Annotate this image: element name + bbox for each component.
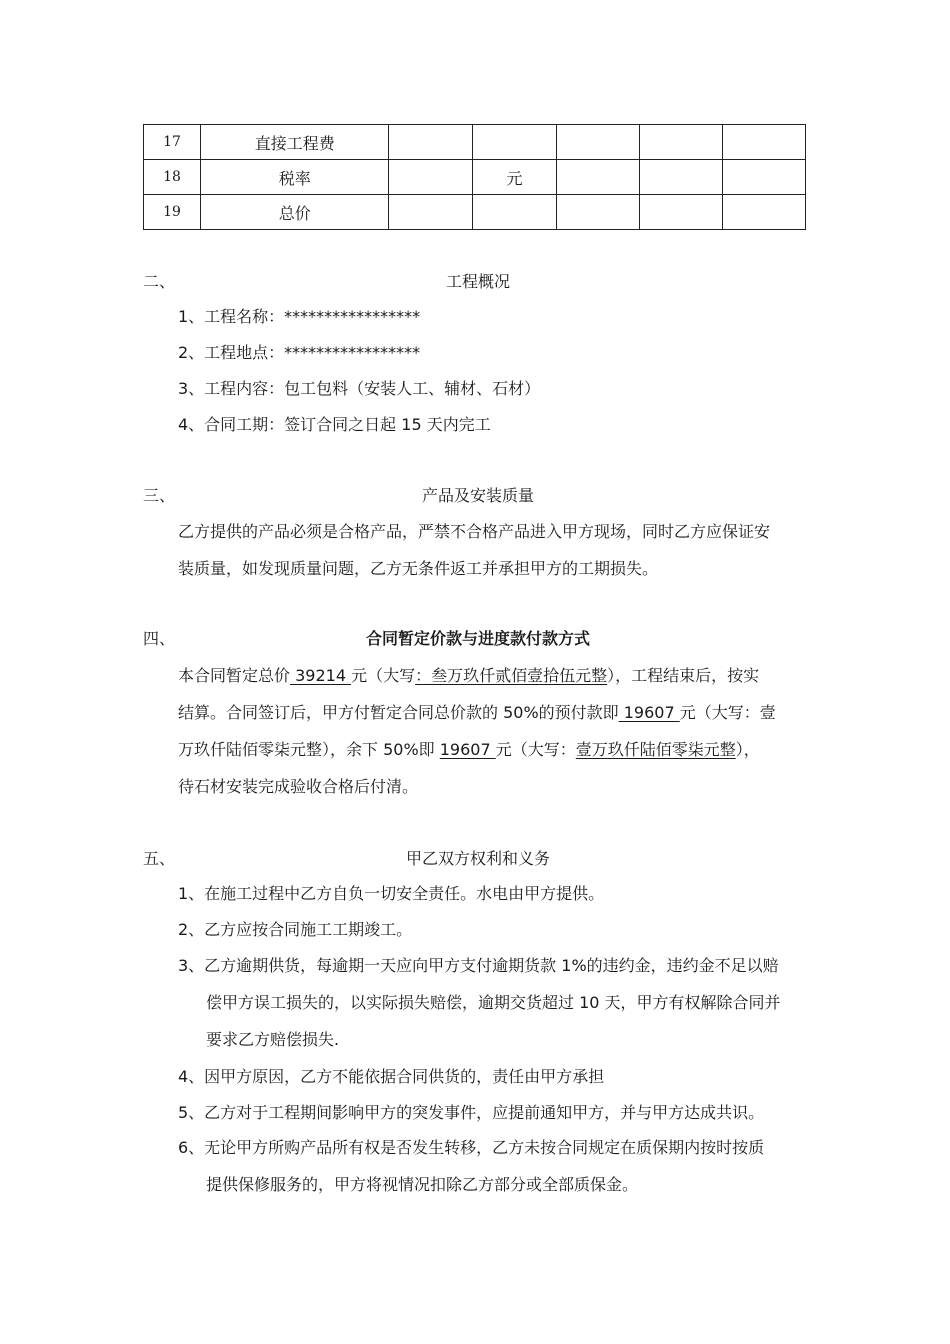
row-number: 18 xyxy=(144,160,201,195)
table-cell xyxy=(556,195,639,230)
row-number: 19 xyxy=(144,195,201,230)
paragraph-line xyxy=(178,663,759,686)
text-run: 元（大写：壹 xyxy=(679,703,776,722)
text-run: ），工程结束后，按实 xyxy=(607,666,760,685)
amount-words-field: ：叁万玖仟贰佰壹拾伍元整 xyxy=(415,666,608,685)
section-heading xyxy=(143,269,813,295)
section-number: 二、 xyxy=(143,272,176,291)
text-run: 元（大写 xyxy=(351,666,416,685)
paragraph-line xyxy=(178,737,760,760)
section-title: 甲乙双方权利和义务 xyxy=(405,849,550,868)
paragraph-line: 乙方提供的产品必须是合格产品，严禁不合格产品进入甲方现场，同时乙方应保证安 xyxy=(178,522,771,541)
section-number: 四、 xyxy=(143,629,176,648)
table-cell xyxy=(639,125,722,160)
list-item: 3、工程内容：包工包料（安装人工、辅材、石材） xyxy=(178,379,541,398)
section-title: 工程概况 xyxy=(445,272,510,291)
list-item: 5、乙方对于工程期间影响甲方的突发事件，应提前通知甲方，并与甲方达成共识。 xyxy=(178,1103,765,1122)
table-cell xyxy=(473,195,556,230)
table-cell xyxy=(639,195,722,230)
paragraph-line: 待石材安装完成验收合格后付清。 xyxy=(178,777,419,796)
cost-table xyxy=(143,124,806,230)
paragraph-line xyxy=(178,700,776,723)
list-item-continuation: 提供保修服务的，甲方将视情况扣除乙方部分或全部质保金。 xyxy=(206,1175,639,1194)
table-row xyxy=(144,195,806,230)
table-row xyxy=(144,125,806,160)
list-item: 2、工程地点：***************** xyxy=(178,343,421,362)
list-item: 6、无论甲方所购产品所有权是否发生转移，乙方未按合同规定在质保期内按时按质 xyxy=(178,1138,765,1157)
row-number: 17 xyxy=(144,125,201,160)
list-item: 1、在施工过程中乙方自负一切安全责任。水电由甲方提供。 xyxy=(178,884,605,903)
text-run: ）， xyxy=(735,740,760,759)
list-item: 4、合同工期：签订合同之日起 15 天内完工 xyxy=(178,415,491,434)
list-item-continuation: 偿甲方误工损失的，以实际损失赔偿，逾期交货超过 10 天，甲方有权解除合同并 xyxy=(206,993,781,1012)
section-title: 产品及安装质量 xyxy=(421,486,534,505)
paragraph-line: 装质量，如发现质量问题，乙方无条件返工并承担甲方的工期损失。 xyxy=(178,559,659,578)
text-run: 元（大写： xyxy=(495,740,576,759)
list-item: 1、工程名称：***************** xyxy=(178,307,421,326)
table-cell xyxy=(556,160,639,195)
table-row xyxy=(144,160,806,195)
list-item: 3、乙方逾期供货，每逾期一天应向甲方支付逾期货款 1%的违约金，违约金不足以赔 xyxy=(178,956,779,975)
item-name: 总价 xyxy=(201,195,389,230)
amount-field: 39214 xyxy=(290,666,352,685)
table-cell xyxy=(722,195,805,230)
list-item-continuation: 要求乙方赔偿损失. xyxy=(206,1030,340,1049)
section-number: 三、 xyxy=(143,486,176,505)
amount-words-field: 壹万玖仟陆佰零柒元整 xyxy=(575,740,736,759)
table-cell xyxy=(473,125,556,160)
text-run: 万玖仟陆佰零柒元整），余下 50%即 xyxy=(178,740,440,759)
item-name: 税率 xyxy=(201,160,389,195)
table-cell xyxy=(389,160,473,195)
table-cell xyxy=(389,195,473,230)
item-name: 直接工程费 xyxy=(201,125,389,160)
section-heading xyxy=(143,483,813,509)
amount-field: 19607 xyxy=(439,740,496,759)
table-cell xyxy=(389,125,473,160)
table-cell xyxy=(722,125,805,160)
section-number: 五、 xyxy=(143,849,176,868)
section-heading xyxy=(143,846,813,872)
section-heading xyxy=(143,626,813,652)
table-cell xyxy=(639,160,722,195)
table-cell xyxy=(556,125,639,160)
list-item: 2、乙方应按合同施工工期竣工。 xyxy=(178,920,413,939)
text-run: 结算。合同签订后，甲方付暂定合同总价款的 50%的预付款即 xyxy=(178,703,619,722)
table-cell xyxy=(722,160,805,195)
text-run: 本合同暂定总价 xyxy=(178,666,291,685)
table-cell: 元 xyxy=(473,160,556,195)
list-item: 4、因甲方原因，乙方不能依据合同供货的，责任由甲方承担 xyxy=(178,1067,605,1086)
section-title: 合同暂定价款与进度款付款方式 xyxy=(365,629,590,648)
amount-field: 19607 xyxy=(618,703,680,722)
